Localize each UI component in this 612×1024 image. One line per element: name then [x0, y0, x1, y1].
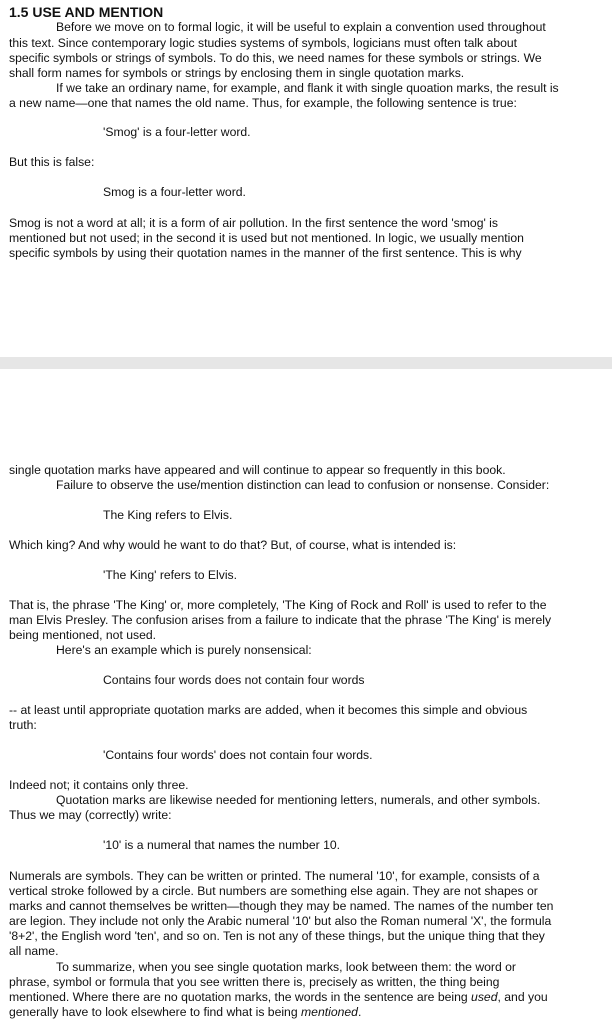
- text-line: Numerals are symbols. They can be written or printed. The numeral '10', for example, consists of a: [9, 869, 540, 883]
- text-line: To summarize, when you see single quotation marks, look between them: the word or: [56, 960, 516, 974]
- page-break: [0, 357, 612, 369]
- text-line: this text. Since contemporary logic studies systems of symbols, logicians must often talk about: [9, 36, 518, 50]
- text-line: truth:: [9, 718, 37, 732]
- emphasis: mentioned: [301, 1005, 358, 1019]
- text-line: '8+2', the English word 'ten', and so on. Ten is not any of these things, but the unique thing that they: [9, 929, 545, 943]
- example-sentence: 'Smog' is a four-letter word.: [103, 125, 251, 139]
- text-line: If we take an ordinary name, for example, and flank it with single quoation marks, the result is: [56, 81, 559, 95]
- example-sentence: '10' is a numeral that names the number 10.: [103, 838, 341, 852]
- text-line: man Elvis Presley. The confusion arises from a failure to indicate that the phrase 'The King' is merely: [9, 613, 552, 627]
- text-line: a new name—one that names the old name. Thus, for example, the following sentence is true:: [9, 96, 517, 110]
- text-line: single quotation marks have appeared and will continue to appear so frequently in this book.: [9, 463, 506, 477]
- text-line: shall form names for symbols or strings by enclosing them in single quotation marks.: [9, 66, 465, 80]
- text-line: vertical stroke followed by a circle. But numbers are something else again. They are not shapes or: [9, 884, 538, 898]
- example-sentence: Smog is a four-letter word.: [103, 185, 246, 199]
- emphasis: used: [471, 990, 498, 1004]
- text-line: [9, 990, 548, 1004]
- text-line: being mentioned, not used.: [9, 628, 157, 642]
- text-line: Failure to observe the use/mention distinction can lead to confusion or nonsense. Consider:: [56, 478, 550, 492]
- text-line: Here's an example which is purely nonsensical:: [56, 643, 312, 657]
- text-line: That is, the phrase 'The King' or, more completely, 'The King of Rock and Roll' is used to refer to the: [9, 598, 547, 612]
- text-line: [9, 1005, 361, 1019]
- text-line: specific symbols or strings of symbols. To do this, we need names for these symbols or strings. We: [9, 51, 542, 65]
- text-line: Thus we may (correctly) write:: [9, 808, 172, 822]
- text-line: Which king? And why would he want to do that? But, of course, what is intended is:: [9, 538, 457, 552]
- text-line: marks and cannot themselves be written—though they may be named. The names of the number ten: [9, 899, 554, 913]
- text-line: all name.: [9, 944, 59, 958]
- page-bottom: [0, 369, 612, 1024]
- example-sentence: 'The King' refers to Elvis.: [103, 568, 238, 582]
- text-line: are legion. They include not only the Arabic numeral '10' but also the Roman numeral 'X', the formula: [9, 914, 552, 928]
- page-top: [0, 0, 612, 357]
- text-line: specific symbols by using their quotation names in the manner of the first sentence. This is why: [9, 246, 522, 260]
- text-line: -- at least until appropriate quotation marks are added, when it becomes this simple and obvious: [9, 703, 528, 717]
- example-sentence: 'Contains four words' does not contain four words.: [103, 748, 373, 762]
- text-line: Smog is not a word at all; it is a form of air pollution. In the first sentence the word 'smog' is: [9, 216, 498, 230]
- text-line: Indeed not; it contains only three.: [9, 778, 189, 792]
- text-line: But this is false:: [9, 155, 95, 169]
- text-run: generally have to look elsewhere to find what is being: [9, 1005, 298, 1019]
- text-line: phrase, symbol or formula that you see written there is, precisely as written, the thing being: [9, 975, 500, 989]
- section-heading: 1.5 USE AND MENTION: [9, 4, 164, 20]
- text-line: Quotation marks are likewise needed for mentioning letters, numerals, and other symbols.: [56, 793, 541, 807]
- text-run: .: [357, 1005, 362, 1019]
- text-run: , and you: [497, 990, 548, 1004]
- text-line: mentioned but not used; in the second it is used but not mentioned. In logic, we usually mention: [9, 231, 524, 245]
- example-sentence: Contains four words does not contain four words: [103, 673, 365, 687]
- text-run: mentioned. Where there are no quotation marks, the words in the sentence are being: [9, 990, 468, 1004]
- example-sentence: The King refers to Elvis.: [103, 508, 233, 522]
- text-line: Before we move on to formal logic, it will be useful to explain a convention used throughout: [56, 20, 546, 34]
